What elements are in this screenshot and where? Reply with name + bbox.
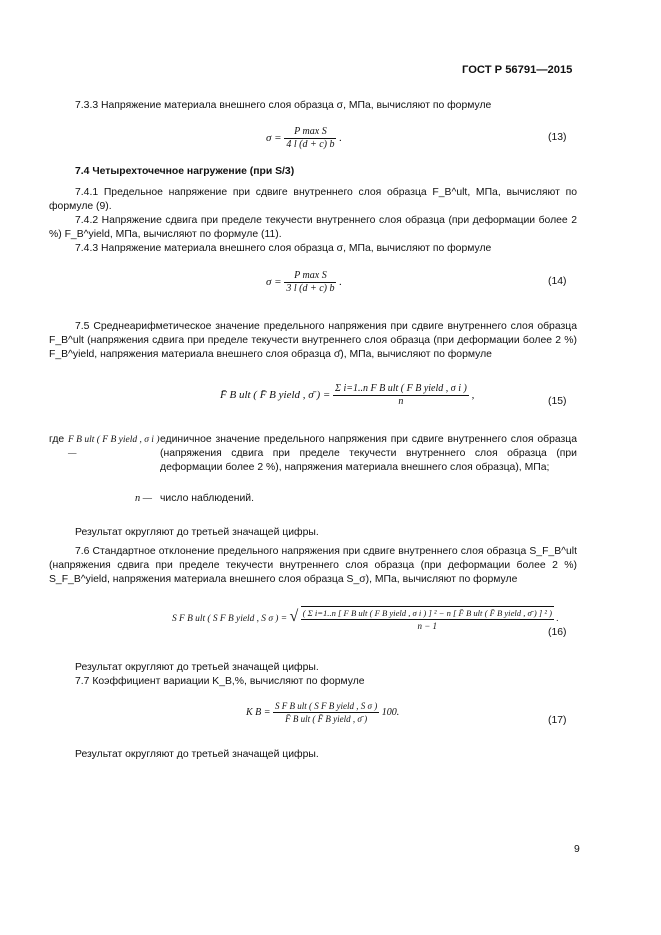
result-rounding-3: Результат округляют до третьей значащей цифры. [75,749,319,760]
eq13-denominator: 4 l (d + c) b [286,139,335,150]
eq15-lhs: F̄ B ult ( F̄ B yield , σ̄ ) = [220,389,331,402]
eq14-denominator: 3 l (d + c) b [286,283,335,294]
section-heading-7-4: 7.4 Четырехточечное нагружение (при S/3) [75,166,295,177]
paragraph-7-4-1: 7.4.1 Предельное напряжение при сдвиге внутреннего слоя образца F_B^ult, МПа, вычисляют по формуле (9). [49,187,577,212]
paragraph-7-6: 7.6 Стандартное отклонение предельного напряжения при сдвиге внутреннего слоя образца S_F_B^ult (напряжения сдвига при пределе текучести внутреннего слоя образца (при деформации более 2 %) S_F_B^yield, напряжения материала внешнего слоя образца S_σ), МПа, вычисляют по формуле [49,546,577,585]
eq16-fraction [301,606,554,632]
eq13-fraction [284,126,336,151]
eq15-numerator: Σ i=1..n F B ult ( F B yield , σ i ) [335,383,467,394]
equation-14-number: (14) [548,276,567,287]
eq17-fraction [273,700,379,725]
equation-17-number: (17) [548,715,567,726]
result-rounding-2: Результат округляют до третьей значащей цифры. [75,662,319,673]
paragraph-7-3-3: 7.3.3 Напряжение материала внешнего слоя образца σ, МПа, вычисляют по формуле [75,100,492,111]
eq17-tail: 100. [381,706,400,718]
where-term-1: F B ult ( F B yield , σ i ) — [68,435,160,459]
equation-15 [220,383,474,408]
eq15-tail: , [471,389,475,402]
eq16-numerator: ( Σ i=1..n [ F B ult ( F B yield , σ i ) ] ² − n [ F̄ B ult ( F̄ B yield , σ̄ ) ] ² ) [302,608,552,618]
eq17-lhs: K B = [246,706,271,718]
equation-14 [266,270,342,295]
eq14-lhs: σ = [266,276,282,289]
eq14-numerator: P max S [284,270,336,283]
eq16-denominator: n − 1 [417,621,438,631]
eq14-fraction [284,270,336,295]
where-label: где [49,434,65,445]
eq13-numerator: P max S [284,126,336,139]
paragraph-7-5: 7.5 Среднеарифметическое значение предельного напряжения при сдвиге внутреннего слоя образца F_B^ult (напряжения сдвига при пределе текучести внутреннего слоя образца (при деформации более 2 %) F_B^yield, напряжения материала внешнего слоя образца σ̄), МПа, вычисляют по формуле [49,321,577,360]
eq14-tail: . [339,276,342,289]
equation-16 [172,606,559,632]
equation-13-number: (13) [548,132,567,143]
eq13-tail: . [339,132,342,145]
eq13-lhs: σ = [266,132,282,145]
where-term-2: n — [135,493,153,504]
result-rounding-1: Результат округляют до третьей значащей цифры. [75,527,319,538]
equation-17 [246,700,399,725]
document-header: ГОСТ Р 56791—2015 [462,64,573,76]
where-description-1: единичное значение предельного напряжения при сдвиге внутреннего слоя образца (напряжения сдвига при пределе текучести внутреннего слоя образца (при деформации более 2 %), напряжения материала внешнего слоя образца), МПа; [160,434,577,473]
eq17-numerator: S F B ult ( S F B yield , S σ ) [275,701,378,711]
paragraph-7-7: 7.7 Коэффициент вариации K_B,%, вычисляют по формуле [75,676,365,687]
eq15-denominator: n [398,396,404,407]
eq16-tail: . [556,614,559,625]
paragraph-7-4-2: 7.4.2 Напряжение сдвига при пределе текучести внутреннего слоя образца (при деформации более 2 %) F_B^yield, МПа, вычисляют по формуле (11). [49,215,577,240]
page-number: 9 [574,844,580,855]
paragraph-7-4-3: 7.4.3 Напряжение материала внешнего слоя образца σ, МПа, вычисляют по формуле [75,243,492,254]
eq17-denominator: F̄ B ult ( F̄ B yield , σ̄ ) [285,714,368,724]
sqrt-sign-icon: √ [289,608,299,626]
equation-13 [266,126,342,151]
equation-16-number: (16) [548,627,567,638]
where-description-2: число наблюдений. [160,493,254,504]
equation-15-number: (15) [548,396,567,407]
eq15-fraction [333,383,469,408]
eq16-lhs: S F B ult ( S F B yield , S σ ) = [172,614,288,625]
